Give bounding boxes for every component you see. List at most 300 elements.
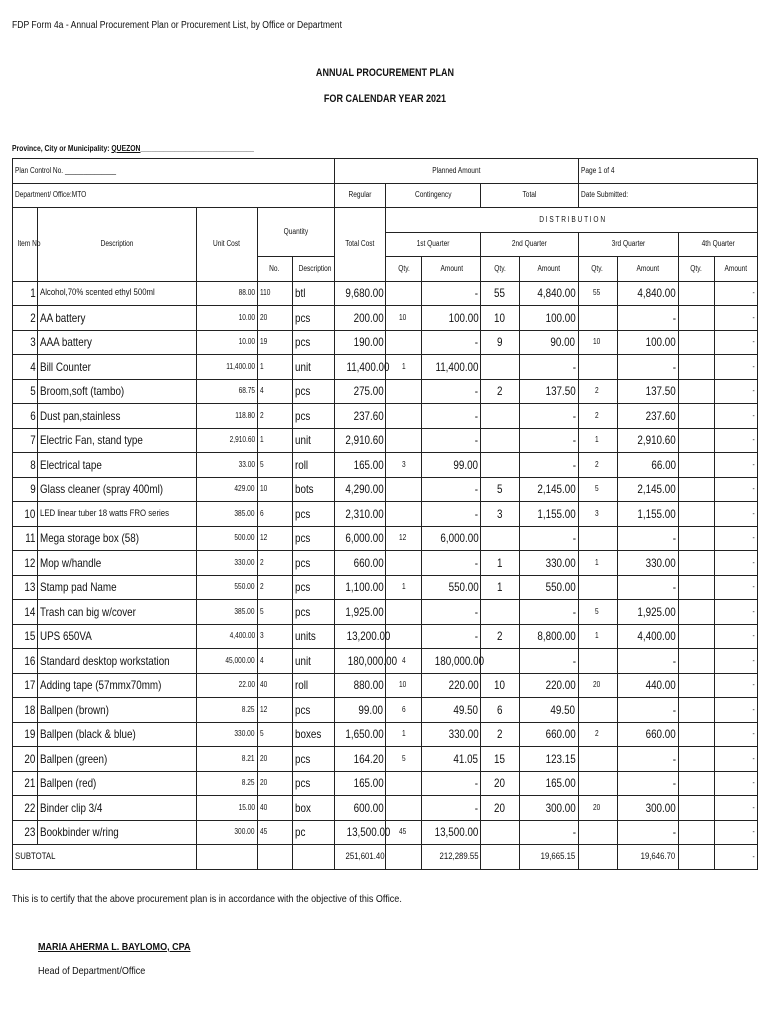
cell-q3a: 2,145.00 <box>617 477 678 502</box>
cell-q1a: 100.00 <box>422 306 481 331</box>
document-title: ANNUAL PROCUREMENT PLAN <box>315 67 455 79</box>
cell-desc: Ballpen (brown) <box>38 698 196 723</box>
cell-no: 1 <box>13 281 38 306</box>
cell-qty: 20 <box>257 306 292 331</box>
cell-q4q <box>678 771 714 796</box>
cell-qty: 3 <box>257 624 292 649</box>
cell-q4a: - <box>714 306 757 331</box>
date-submitted: Date Submitted: <box>578 183 757 208</box>
cell-q1q <box>386 796 422 821</box>
cell-unit: roll <box>292 673 334 698</box>
cell-q4q <box>678 575 714 600</box>
table-row <box>13 281 758 306</box>
cell-q4q <box>678 526 714 551</box>
cell-q2a: - <box>520 820 578 845</box>
cell-q1a: - <box>422 624 481 649</box>
cell-q1q: 45 <box>386 820 422 845</box>
planned-amount-header: Planned Amount <box>334 159 578 184</box>
cell-q3q <box>578 306 617 331</box>
cell-desc: UPS 650VA <box>38 624 196 649</box>
q1-amount-header: Amount <box>422 257 481 282</box>
subtotal-q2a: 19,665.15 <box>520 845 578 870</box>
cell-q1q <box>386 330 422 355</box>
table-row <box>13 428 758 453</box>
cell-q2q: 3 <box>481 502 520 527</box>
cell-no: 16 <box>13 649 38 674</box>
cell-unit-cost: 500.00 <box>196 526 257 551</box>
table-row <box>13 551 758 576</box>
cell-qty: 6 <box>257 502 292 527</box>
cell-q2q: 6 <box>481 698 520 723</box>
q4-qty-header: Qty. <box>678 257 714 282</box>
cell-q2q: 1 <box>481 551 520 576</box>
cell-total: 1,650.00 <box>334 722 386 747</box>
cell-unit: pcs <box>292 526 334 551</box>
cell-q4q <box>678 355 714 380</box>
cell-qty: 110 <box>257 281 292 306</box>
cell-total: 190.00 <box>334 330 386 355</box>
cell-q2a: - <box>520 404 578 429</box>
cell-total: 2,910.60 <box>334 428 386 453</box>
cell-total: 99.00 <box>334 698 386 723</box>
cell-unit: unit <box>292 428 334 453</box>
cell-q2q: 2 <box>481 722 520 747</box>
cell-unit: roll <box>292 453 334 478</box>
cell-q3a: - <box>617 526 678 551</box>
cell-q3q <box>578 747 617 772</box>
cell-q2q <box>481 600 520 625</box>
cell-q2q <box>481 526 520 551</box>
cell-q1a: - <box>422 330 481 355</box>
cell-q3q <box>578 820 617 845</box>
cell-q4a: - <box>714 502 757 527</box>
cell-q1a: - <box>422 551 481 576</box>
regular-header: Regular <box>334 183 386 208</box>
table-row <box>13 379 758 404</box>
plan-control-cell: Plan Control No. ______________ <box>13 159 335 184</box>
cell-desc: Ballpen (green) <box>38 747 196 772</box>
cell-q2q: 20 <box>481 796 520 821</box>
cell-q3q: 2 <box>578 453 617 478</box>
cell-q4q <box>678 428 714 453</box>
cell-q4a: - <box>714 796 757 821</box>
certification-text: This is to certify that the above procurement plan is in accordance with the objective of this Office. <box>12 893 402 905</box>
cell-q3q: 10 <box>578 330 617 355</box>
cell-desc: Alcohol,70% scented ethyl 500ml <box>38 281 196 306</box>
cell-q1q <box>386 379 422 404</box>
cell-q4q <box>678 379 714 404</box>
cell-q2q: 1 <box>481 575 520 600</box>
cell-q1q: 5 <box>386 747 422 772</box>
cell-no: 4 <box>13 355 38 380</box>
cell-q1a: - <box>422 771 481 796</box>
cell-qty: 1 <box>257 355 292 380</box>
subtotal-total: 251,601.40 <box>334 845 386 870</box>
q3-header: 3rd Quarter <box>578 232 678 257</box>
cell-unit: pcs <box>292 330 334 355</box>
cell-q2a: 49.50 <box>520 698 578 723</box>
cell-q3a: 300.00 <box>617 796 678 821</box>
cell-q3q: 5 <box>578 477 617 502</box>
cell-qty: 12 <box>257 526 292 551</box>
cell-q3a: 4,840.00 <box>617 281 678 306</box>
cell-q4q <box>678 624 714 649</box>
cell-unit: pcs <box>292 771 334 796</box>
cell-unit: units <box>292 624 334 649</box>
cell-q1a: 180,000.00 <box>422 649 481 674</box>
cell-total: 9,680.00 <box>334 281 386 306</box>
cell-q4a: - <box>714 551 757 576</box>
cell-qty: 1 <box>257 428 292 453</box>
table-row <box>13 796 758 821</box>
cell-q4q <box>678 698 714 723</box>
cell-no: 23 <box>13 820 38 845</box>
contingency-header: Contingency <box>386 183 481 208</box>
cell-q1q: 3 <box>386 453 422 478</box>
cell-q2a: 300.00 <box>520 796 578 821</box>
cell-q4q <box>678 600 714 625</box>
form-id: FDP Form 4a - Annual Procurement Plan or Procurement List, by Office or Department <box>12 20 342 31</box>
cell-q1a: 11,400.00 <box>422 355 481 380</box>
cell-unit-cost: 330.00 <box>196 722 257 747</box>
cell-q4q <box>678 551 714 576</box>
subtotal-q3a: 19,646.70 <box>617 845 678 870</box>
cell-q2a: - <box>520 355 578 380</box>
cell-q2q <box>481 355 520 380</box>
cell-q1a: 550.00 <box>422 575 481 600</box>
cell-q3a: - <box>617 747 678 772</box>
cell-q3q: 2 <box>578 379 617 404</box>
cell-total: 1,925.00 <box>334 600 386 625</box>
cell-q4a: - <box>714 575 757 600</box>
cell-q3q: 20 <box>578 796 617 821</box>
cell-no: 17 <box>13 673 38 698</box>
cell-unit: unit <box>292 649 334 674</box>
cell-total: 237.60 <box>334 404 386 429</box>
cell-q3q: 5 <box>578 600 617 625</box>
cell-q1a: 13,500.00 <box>422 820 481 845</box>
subtotal-empty <box>292 845 334 870</box>
cell-total: 880.00 <box>334 673 386 698</box>
cell-total: 13,200.00 <box>334 624 386 649</box>
cell-no: 7 <box>13 428 38 453</box>
cell-no: 21 <box>13 771 38 796</box>
cell-q3a: 237.60 <box>617 404 678 429</box>
cell-unit-cost: 4,400.00 <box>196 624 257 649</box>
cell-desc: Dust pan,stainless <box>38 404 196 429</box>
cell-unit: pcs <box>292 747 334 772</box>
cell-q2a: 220.00 <box>520 673 578 698</box>
total-header: Total <box>481 183 578 208</box>
cell-q1a: 6,000.00 <box>422 526 481 551</box>
cell-q1a: - <box>422 600 481 625</box>
cell-q2a: - <box>520 649 578 674</box>
cell-qty: 4 <box>257 379 292 404</box>
distribution-header: D I S T R I B U T I O N <box>386 208 758 233</box>
document-subtitle: FOR CALENDAR YEAR 2021 <box>323 93 447 105</box>
cell-total: 600.00 <box>334 796 386 821</box>
subtotal-empty <box>481 845 520 870</box>
cell-q3q <box>578 575 617 600</box>
cell-q4q <box>678 820 714 845</box>
table-row <box>13 453 758 478</box>
table-row <box>13 698 758 723</box>
cell-desc: Binder clip 3/4 <box>38 796 196 821</box>
table-row <box>13 722 758 747</box>
cell-q2q <box>481 820 520 845</box>
cell-q4a: - <box>714 747 757 772</box>
q2-header: 2nd Quarter <box>481 232 578 257</box>
cell-q2a: 550.00 <box>520 575 578 600</box>
cell-total: 1,100.00 <box>334 575 386 600</box>
quantity-header: Quantity <box>257 208 334 257</box>
cell-unit-cost: 10.00 <box>196 306 257 331</box>
cell-q1q <box>386 600 422 625</box>
table-row <box>13 502 758 527</box>
cell-qty: 40 <box>257 796 292 821</box>
cell-desc: Ballpen (black & blue) <box>38 722 196 747</box>
cell-unit-cost: 33.00 <box>196 453 257 478</box>
cell-q1a: - <box>422 428 481 453</box>
cell-total: 11,400.00 <box>334 355 386 380</box>
subtotal-label: SUBTOTAL <box>13 845 197 870</box>
province-value: QUEZON <box>111 144 141 153</box>
cell-q3a: 1,155.00 <box>617 502 678 527</box>
cell-no: 15 <box>13 624 38 649</box>
cell-q2q: 55 <box>481 281 520 306</box>
cell-q3q <box>578 771 617 796</box>
cell-unit: pcs <box>292 551 334 576</box>
cell-q1q <box>386 404 422 429</box>
cell-desc: Bill Counter <box>38 355 196 380</box>
cell-q2q <box>481 453 520 478</box>
q4-amount-header: Amount <box>714 257 757 282</box>
cell-unit: pcs <box>292 404 334 429</box>
cell-desc: Ballpen (red) <box>38 771 196 796</box>
table-row <box>13 526 758 551</box>
q2-amount-header: Amount <box>520 257 578 282</box>
cell-unit: pcs <box>292 698 334 723</box>
province-line <box>12 144 254 153</box>
cell-desc: Mega storage box (58) <box>38 526 196 551</box>
cell-no: 11 <box>13 526 38 551</box>
cell-qty: 45 <box>257 820 292 845</box>
cell-q3q <box>578 649 617 674</box>
cell-q2q: 15 <box>481 747 520 772</box>
table-row <box>13 624 758 649</box>
cell-q1q <box>386 771 422 796</box>
cell-no: 6 <box>13 404 38 429</box>
cell-desc: AA battery <box>38 306 196 331</box>
cell-q4q <box>678 796 714 821</box>
q1-qty-header: Qty. <box>386 257 422 282</box>
q3-qty-header: Qty. <box>578 257 617 282</box>
cell-qty: 20 <box>257 771 292 796</box>
cell-unit-cost: 45,000.00 <box>196 649 257 674</box>
cell-unit: bots <box>292 477 334 502</box>
cell-no: 3 <box>13 330 38 355</box>
unit-cost-header: Unit Cost <box>196 208 257 282</box>
cell-q2a: - <box>520 526 578 551</box>
cell-q4q <box>678 306 714 331</box>
cell-q4q <box>678 747 714 772</box>
cell-no: 13 <box>13 575 38 600</box>
cell-total: 180,000.00 <box>334 649 386 674</box>
qty-no-header: No. <box>257 257 292 282</box>
subtotal-empty <box>386 845 422 870</box>
subtotal-empty <box>257 845 292 870</box>
cell-total: 13,500.00 <box>334 820 386 845</box>
cell-unit: pc <box>292 820 334 845</box>
cell-q1a: - <box>422 379 481 404</box>
cell-unit-cost: 22.00 <box>196 673 257 698</box>
cell-unit-cost: 300.00 <box>196 820 257 845</box>
total-cost-header: Total Cost <box>334 208 386 282</box>
cell-q3a: 100.00 <box>617 330 678 355</box>
cell-q3a: 1,925.00 <box>617 600 678 625</box>
cell-q1q: 1 <box>386 355 422 380</box>
table-row <box>13 820 758 845</box>
subtotal-row <box>13 845 758 870</box>
cell-q1q: 12 <box>386 526 422 551</box>
cell-q1q: 4 <box>386 649 422 674</box>
cell-unit-cost: 10.00 <box>196 330 257 355</box>
cell-q4a: - <box>714 428 757 453</box>
cell-q2a: 660.00 <box>520 722 578 747</box>
cell-total: 275.00 <box>334 379 386 404</box>
cell-q2a: 1,155.00 <box>520 502 578 527</box>
subtotal-empty <box>578 845 617 870</box>
cell-desc: LED linear tuber 18 watts FRO series <box>38 502 196 527</box>
cell-q4q <box>678 649 714 674</box>
cell-q2a: 4,840.00 <box>520 281 578 306</box>
cell-q3q: 2 <box>578 722 617 747</box>
department-cell: Department/ Office:MTO <box>13 183 335 208</box>
cell-q3a: - <box>617 355 678 380</box>
item-no-header: Item No <box>13 208 38 282</box>
cell-desc: Electric Fan, stand type <box>38 428 196 453</box>
cell-q1q: 1 <box>386 722 422 747</box>
cell-qty: 20 <box>257 747 292 772</box>
cell-q3a: 660.00 <box>617 722 678 747</box>
table-row <box>13 330 758 355</box>
cell-unit: boxes <box>292 722 334 747</box>
cell-q1a: - <box>422 796 481 821</box>
cell-unit-cost: 15.00 <box>196 796 257 821</box>
cell-q2q: 9 <box>481 330 520 355</box>
cell-unit-cost: 2,910.60 <box>196 428 257 453</box>
cell-q1q <box>386 502 422 527</box>
cell-q3a: 2,910.60 <box>617 428 678 453</box>
cell-q2a: 330.00 <box>520 551 578 576</box>
cell-q2a: - <box>520 600 578 625</box>
cell-unit-cost: 8.25 <box>196 698 257 723</box>
q1-header: 1st Quarter <box>386 232 481 257</box>
cell-q1a: 220.00 <box>422 673 481 698</box>
cell-q2q: 10 <box>481 673 520 698</box>
cell-unit: pcs <box>292 600 334 625</box>
cell-q4a: - <box>714 673 757 698</box>
subtotal-empty <box>196 845 257 870</box>
q4-header: 4th Quarter <box>678 232 757 257</box>
subtotal-q4a: - <box>714 845 757 870</box>
cell-q1q <box>386 477 422 502</box>
cell-unit: pcs <box>292 502 334 527</box>
cell-q1q <box>386 624 422 649</box>
cell-q2q: 20 <box>481 771 520 796</box>
cell-q3q: 2 <box>578 404 617 429</box>
cell-q2a: 123.15 <box>520 747 578 772</box>
cell-q2a: 100.00 <box>520 306 578 331</box>
cell-qty: 5 <box>257 722 292 747</box>
qty-description-header: Description <box>292 257 334 282</box>
cell-no: 5 <box>13 379 38 404</box>
cell-qty: 2 <box>257 575 292 600</box>
cell-q4a: - <box>714 649 757 674</box>
subtotal-q1a: 212,289.55 <box>422 845 481 870</box>
table-row <box>13 747 758 772</box>
cell-qty: 5 <box>257 453 292 478</box>
cell-q3q: 1 <box>578 551 617 576</box>
cell-q3q: 3 <box>578 502 617 527</box>
cell-qty: 10 <box>257 477 292 502</box>
cell-q2q <box>481 404 520 429</box>
cell-unit-cost: 385.00 <box>196 502 257 527</box>
cell-q1q: 1 <box>386 575 422 600</box>
cell-q3q: 20 <box>578 673 617 698</box>
description-header: Description <box>38 208 196 282</box>
cell-q4q <box>678 404 714 429</box>
cell-qty: 4 <box>257 649 292 674</box>
cell-q3a: - <box>617 771 678 796</box>
cell-q2q <box>481 649 520 674</box>
cell-q2a: 8,800.00 <box>520 624 578 649</box>
cell-q4a: - <box>714 600 757 625</box>
table-row <box>13 575 758 600</box>
cell-q2q: 10 <box>481 306 520 331</box>
cell-unit-cost: 11,400.00 <box>196 355 257 380</box>
table-row <box>13 649 758 674</box>
signatory-name: MARIA AHERMA L. BAYLOMO, CPA <box>38 941 191 953</box>
page-number: Page 1 of 4 <box>578 159 757 184</box>
cell-q2a: - <box>520 453 578 478</box>
cell-q4a: - <box>714 404 757 429</box>
province-label: Province, City or Municipality: <box>12 144 110 153</box>
table-row <box>13 673 758 698</box>
subtotal-empty <box>678 845 714 870</box>
table-row <box>13 477 758 502</box>
cell-q3q <box>578 526 617 551</box>
cell-q4q <box>678 673 714 698</box>
cell-q3q: 1 <box>578 428 617 453</box>
cell-no: 12 <box>13 551 38 576</box>
cell-desc: Bookbinder w/ring <box>38 820 196 845</box>
cell-q2a: 165.00 <box>520 771 578 796</box>
cell-q1a: 99.00 <box>422 453 481 478</box>
cell-no: 10 <box>13 502 38 527</box>
cell-desc: Standard desktop workstation <box>38 649 196 674</box>
cell-q3a: - <box>617 306 678 331</box>
cell-q3q <box>578 698 617 723</box>
cell-q1a: - <box>422 404 481 429</box>
cell-q1q <box>386 281 422 306</box>
cell-q3a: 137.50 <box>617 379 678 404</box>
cell-unit: unit <box>292 355 334 380</box>
cell-q4a: - <box>714 722 757 747</box>
cell-qty: 40 <box>257 673 292 698</box>
cell-unit: pcs <box>292 379 334 404</box>
cell-unit-cost: 330.00 <box>196 551 257 576</box>
